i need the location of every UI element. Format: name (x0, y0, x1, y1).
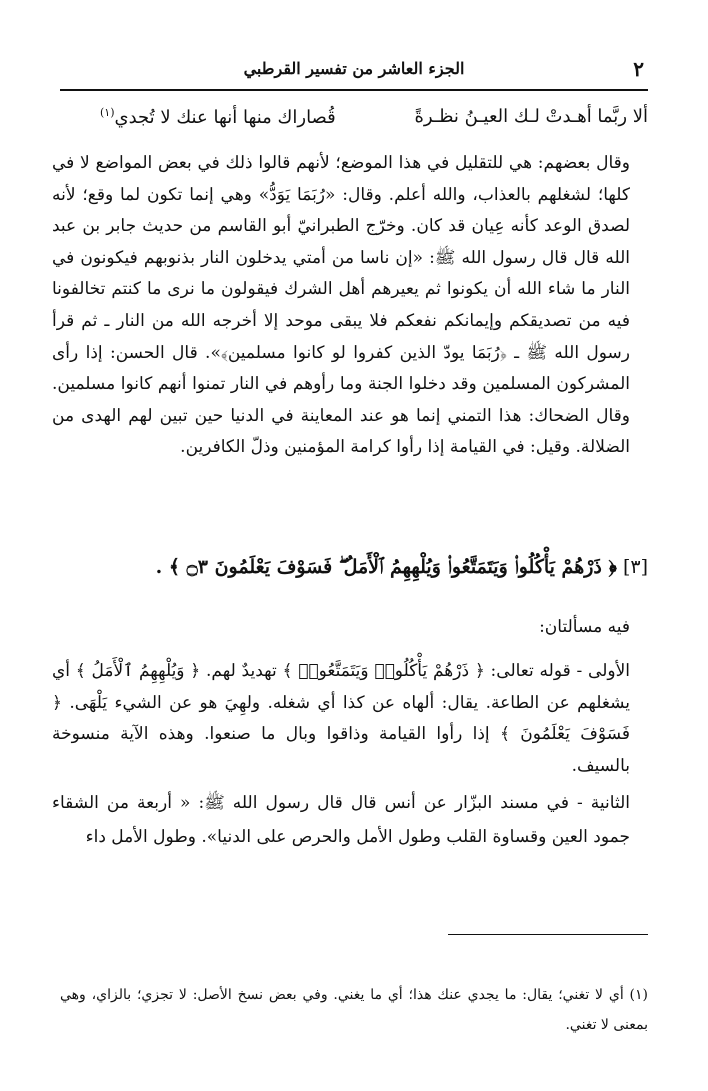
poetry-verse (60, 102, 648, 136)
footnote: (١) أي لا تغني؛ يقال: ما يجدي عنك هذا؛ أي ما يغني. وفي بعض نسخ الأصل: لا تجزي؛ بالزاي، وهي بمعنى لا تغني. (60, 987, 649, 1033)
verse-hemistich-first: ألا ربَّما أهـدتْ لـك العيـنُ نظـرةً (414, 106, 648, 127)
running-title: الجزء العاشر من تفسير القرطبي (243, 59, 465, 78)
page-header (60, 55, 648, 91)
issues-intro: فيه مسألتان: (539, 617, 630, 637)
verse-heading (52, 556, 648, 578)
paragraph-first-issue: الأولى - قوله تعالى: ﴿ ذَرْهُمْ يَأْكُلُوا۟ وَيَتَمَتَّعُوا۟ ﴾ تهديدٌ لهم. ﴿ وَيُلْهِهِمُ ٱلْأَمَلُ ﴾ أي يشغلهم عن الطاعة. يقال: ألهاه عن كذا أي شغله. ولهِيَ هو عن الشيء يَلْهَى. ﴿ فَسَوْفَ يَعْلَمُونَ ﴾ إذا رأوا القيامة وذاقوا وبال ما صنعوا. وهذه الآية منسوخة بالسيف. (52, 661, 630, 776)
verse-hemistich-second-text: قُصاراك منها أنها عنك لا تُجدي (114, 107, 336, 128)
paragraph-commentary: وقال بعضهم: هي للتقليل في هذا الموضع؛ لأنهم قالوا ذلك في بعض المواضع لا في كلها؛ لشغلهم بالعذاب، والله أعلم. وقال: «رُبَمَا يَوَدُّ» وهي إنما تكون لما وقع؛ لأنه لصدق الوعد كأنه عِيان قد كان. وخرّج الطبرانيّ أبو القاسم من حديث جابر بن عبد الله قال قال رسول الله ﷺ: «إن ناسا من أمتي يدخلون النار بذنوبهم فيكونون في النار ما شاء الله أن يكونوا ثم يعيرهم أهل الشرك فيقولون ما نرى ما كنتم تخالفونا فيه من تصديقكم وإيمانكم نفعكم فلا يبقى موحد إلا أخرجه الله من النار ـ ثم قرأ رسول الله ﷺ ـ ﴿رُبَمَا يودّ الذين كفروا لو كانوا مسلمين﴾». قال الحسن: إذا رأى المشركون المسلمين وقد دخلوا الجنة وما رأوهم في النار تمنوا أنهم كانوا مسلمين. وقال الضحاك: هذا التمني إنما هو عند المعاينة في الدنيا حين تبين لهم الهدى من الضلالة. وقيل: في القيامة إذا رأوا كرامة المؤمنين وذلّ الكافرين. (52, 153, 630, 458)
quran-verse-text: ﴿ ذَرْهُمْ يَأْكُلُوا۟ وَيَتَمَتَّعُوا۟ وَيُلْهِهِمُ ٱلْأَمَلُ ۖ فَسَوْفَ يَعْلَمُونَ ۝٣ ﴾ . (155, 556, 617, 578)
verse-hemistich-second (100, 106, 336, 128)
footnote-divider (448, 934, 648, 935)
paragraph-second-issue: الثانية - في مسند البزّار عن أنس قال قال رسول الله ﷺ: « أربعة من الشقاء جمود العين وقساوة القلب وطول الأمل والحرص على الدنيا». وطول الأمل داء (52, 793, 630, 847)
page-number: ٢ (633, 57, 644, 81)
footnote-marker: (١) (100, 106, 115, 119)
verse-number: [٣] (622, 556, 648, 578)
